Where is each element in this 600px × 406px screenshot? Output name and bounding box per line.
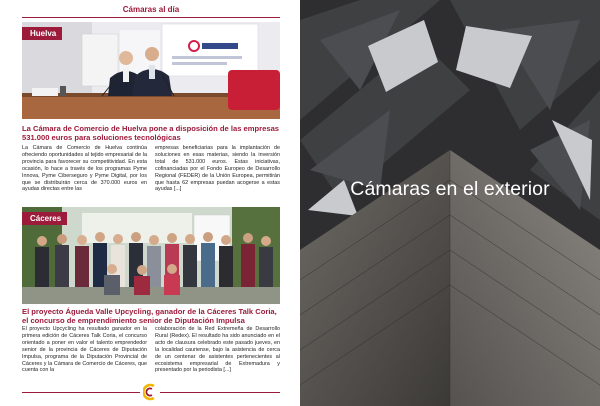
article1-photo [22, 22, 280, 119]
article1-headline: La Cámara de Comercio de Huelva pone a disposición de las empresas 531.000 euros para soluciones tecnológicas [22, 124, 280, 142]
article2-column-right: colaboración de la Red Extremeña de Desarrollo Rural (Redex). El resultado ha sido anunciado en el acto de clausura celebrado este pasado jueves, en la localidad cauriense, bajo la asistencia de cerca de un centenar de asistentes pertenecientes al ecosistema empresarial de Extremadura y presentado por la periodista [...] [155, 326, 280, 374]
article1-column-right: empresas beneficiarias para la implantación de soluciones en esas materias, siendo la inversión total de 531.000 euros. Estas iniciativas, cofinanciadas por el Fondo Europeo de Desarrollo Regional (FEDER) de la Unión Europea, permitirán que hasta 62 empresas puedan acogerse a estas ayudas [...] [155, 145, 280, 193]
camaras-logo-icon [143, 383, 157, 401]
article2-photo [22, 207, 280, 304]
article2-column-left: El proyecto Upcycling ha resultado ganador en la primera edición de Cáceres Talk Coria, el concurso orientado a poner en valor el talento emprendedor senior de la provincia de Cáceres de Diputación Impulsa, programa de la Diputación Provincial de Cáceres y la Cámara de Comercio de Cáceres, que cuenta con la [22, 326, 147, 374]
article2-headline: El proyecto Águeda Valle Upcycling, ganador de la Cáceres Talk Coria, el concurso de emprendimiento senior de Diputación Impulsa [22, 307, 277, 325]
footer-rule-left [22, 392, 140, 393]
architectural-background-illustration [300, 0, 600, 406]
article2-body [22, 326, 280, 386]
footer-rule-right [160, 392, 280, 393]
section-title: Cámaras en el exterior [350, 178, 550, 200]
article1-body [22, 145, 280, 200]
right-page [300, 0, 600, 406]
article1-location-tag: Huelva [22, 27, 62, 40]
header-rule [22, 17, 280, 18]
article1-column-left: La Cámara de Comercio de Huelva continúa ofreciendo oportunidades al tejido empresarial de la provincia para favorecer su competitividad. En esta ocasión, lo hace a través de los programas Pyme Innova, Pyme Ciberseguro y Pyme Digital, por los que se distribuirán cerca de 370.000 euros en ayudas directas entre las [22, 145, 147, 193]
article2-location-tag: Cáceres [22, 212, 67, 225]
section-header: Cámaras al día [122, 5, 180, 14]
